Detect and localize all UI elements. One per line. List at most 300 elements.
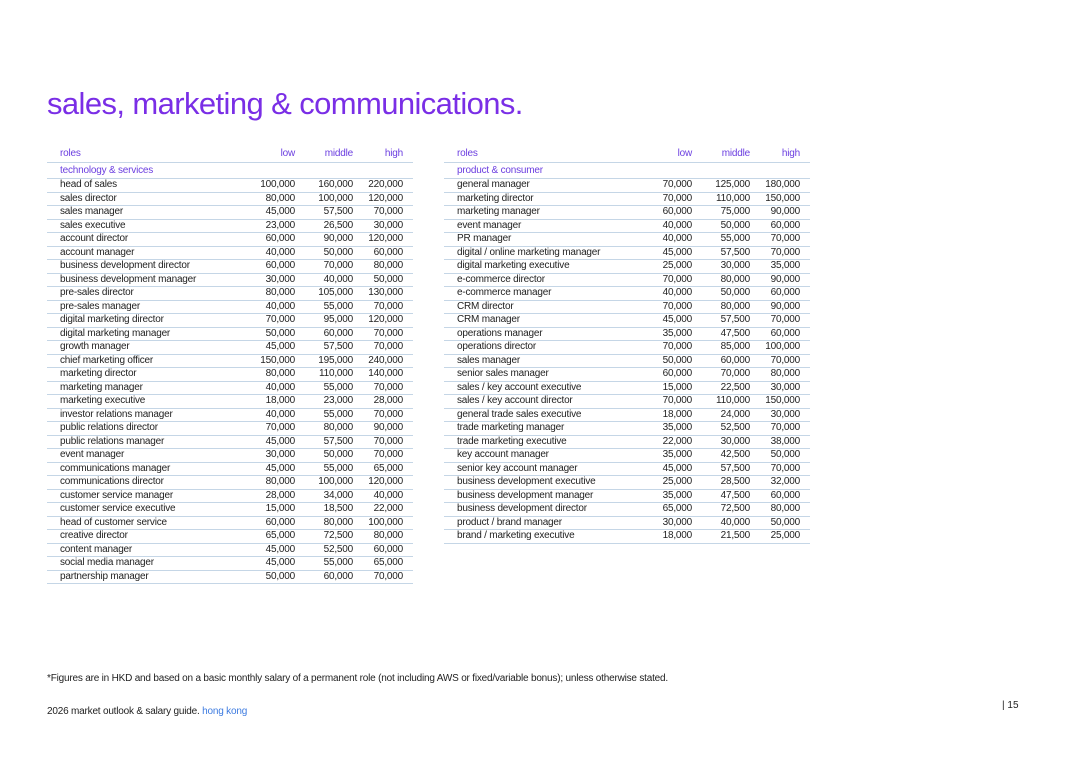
footnote: *Figures are in HKD and based on a basic monthly salary of a permanent role (not including AWS or fixed/variable bonus); unless otherwise stated. [47, 673, 668, 684]
role-cell: trade marketing executive [444, 435, 634, 449]
high-cell: 70,000 [750, 462, 810, 476]
low-cell: 40,000 [237, 246, 295, 260]
table-row [47, 341, 413, 355]
high-cell: 90,000 [750, 273, 810, 287]
middle-cell: 160,000 [295, 179, 353, 193]
middle-cell: 72,500 [295, 530, 353, 544]
middle-cell: 55,000 [692, 233, 750, 247]
high-cell: 120,000 [353, 233, 413, 247]
role-cell: customer service executive [47, 503, 237, 517]
high-cell: 240,000 [353, 354, 413, 368]
high-cell: 80,000 [750, 503, 810, 517]
low-cell: 65,000 [634, 503, 692, 517]
role-cell: business development manager [47, 273, 237, 287]
table-row [444, 422, 810, 436]
middle-cell: 195,000 [295, 354, 353, 368]
low-cell: 45,000 [237, 462, 295, 476]
low-cell: 80,000 [237, 476, 295, 490]
low-cell: 60,000 [634, 206, 692, 220]
role-cell: operations director [444, 341, 634, 355]
low-cell: 35,000 [634, 327, 692, 341]
table-row [444, 408, 810, 422]
high-cell: 70,000 [353, 570, 413, 584]
table-row [47, 273, 413, 287]
high-cell: 35,000 [750, 260, 810, 274]
table-row [47, 219, 413, 233]
role-cell: chief marketing officer [47, 354, 237, 368]
high-cell: 28,000 [353, 395, 413, 409]
low-cell: 100,000 [237, 179, 295, 193]
high-cell: 60,000 [750, 219, 810, 233]
table-row [47, 435, 413, 449]
middle-cell: 57,500 [692, 462, 750, 476]
low-cell: 25,000 [634, 476, 692, 490]
role-cell: public relations director [47, 422, 237, 436]
table-row [47, 246, 413, 260]
middle-cell: 110,000 [692, 395, 750, 409]
table-row [444, 476, 810, 490]
table-row [47, 395, 413, 409]
middle-cell: 80,000 [295, 422, 353, 436]
middle-cell: 70,000 [692, 368, 750, 382]
header-middle: middle [692, 142, 750, 163]
table-row [47, 462, 413, 476]
role-cell: business development director [47, 260, 237, 274]
middle-cell: 30,000 [692, 260, 750, 274]
low-cell: 30,000 [237, 273, 295, 287]
high-cell: 60,000 [353, 246, 413, 260]
table-row [444, 503, 810, 517]
high-cell: 70,000 [750, 233, 810, 247]
role-cell: communications manager [47, 462, 237, 476]
header-low: low [237, 142, 295, 163]
low-cell: 40,000 [237, 408, 295, 422]
low-cell: 45,000 [237, 435, 295, 449]
low-cell: 45,000 [237, 557, 295, 571]
high-cell: 70,000 [353, 435, 413, 449]
high-cell: 100,000 [750, 341, 810, 355]
middle-cell: 72,500 [692, 503, 750, 517]
middle-cell: 47,500 [692, 327, 750, 341]
table-row [444, 179, 810, 193]
high-cell: 40,000 [353, 489, 413, 503]
low-cell: 80,000 [237, 368, 295, 382]
low-cell: 60,000 [634, 368, 692, 382]
table-row [47, 570, 413, 584]
footer-region: hong kong [202, 706, 248, 717]
role-cell: digital / online marketing manager [444, 246, 634, 260]
category-label: product & consumer [444, 163, 810, 179]
high-cell: 50,000 [750, 449, 810, 463]
high-cell: 70,000 [353, 449, 413, 463]
low-cell: 45,000 [237, 543, 295, 557]
table-row [47, 516, 413, 530]
middle-cell: 57,500 [295, 341, 353, 355]
low-cell: 60,000 [237, 233, 295, 247]
low-cell: 45,000 [237, 206, 295, 220]
low-cell: 15,000 [237, 503, 295, 517]
middle-cell: 40,000 [692, 516, 750, 530]
table-row [47, 530, 413, 544]
high-cell: 130,000 [353, 287, 413, 301]
table-row [47, 422, 413, 436]
high-cell: 38,000 [750, 435, 810, 449]
role-cell: social media manager [47, 557, 237, 571]
high-cell: 120,000 [353, 314, 413, 328]
low-cell: 50,000 [237, 570, 295, 584]
table-row [47, 408, 413, 422]
middle-cell: 100,000 [295, 476, 353, 490]
high-cell: 22,000 [353, 503, 413, 517]
role-cell: general trade sales executive [444, 408, 634, 422]
role-cell: digital marketing director [47, 314, 237, 328]
low-cell: 80,000 [237, 287, 295, 301]
low-cell: 30,000 [237, 449, 295, 463]
high-cell: 100,000 [353, 516, 413, 530]
role-cell: investor relations manager [47, 408, 237, 422]
middle-cell: 21,500 [692, 530, 750, 544]
middle-cell: 60,000 [295, 570, 353, 584]
category-label: technology & services [47, 163, 413, 179]
high-cell: 60,000 [750, 489, 810, 503]
low-cell: 60,000 [237, 260, 295, 274]
middle-cell: 50,000 [692, 287, 750, 301]
low-cell: 40,000 [237, 381, 295, 395]
high-cell: 220,000 [353, 179, 413, 193]
high-cell: 30,000 [750, 408, 810, 422]
middle-cell: 100,000 [295, 192, 353, 206]
footer [47, 706, 247, 717]
table-row [47, 557, 413, 571]
salary-table-product [444, 142, 810, 544]
role-cell: trade marketing manager [444, 422, 634, 436]
table-row [444, 368, 810, 382]
role-cell: partnership manager [47, 570, 237, 584]
table-row [444, 341, 810, 355]
high-cell: 70,000 [353, 341, 413, 355]
table-row [47, 192, 413, 206]
middle-cell: 57,500 [692, 246, 750, 260]
middle-cell: 55,000 [295, 381, 353, 395]
high-cell: 80,000 [353, 260, 413, 274]
table-row [444, 435, 810, 449]
table-row [47, 327, 413, 341]
middle-cell: 80,000 [295, 516, 353, 530]
table-row [444, 246, 810, 260]
high-cell: 90,000 [750, 206, 810, 220]
role-cell: general manager [444, 179, 634, 193]
middle-cell: 50,000 [692, 219, 750, 233]
low-cell: 18,000 [634, 408, 692, 422]
table-row [444, 206, 810, 220]
role-cell: sales executive [47, 219, 237, 233]
role-cell: e-commerce manager [444, 287, 634, 301]
table-row [47, 300, 413, 314]
role-cell: senior key account manager [444, 462, 634, 476]
table-row [47, 503, 413, 517]
low-cell: 45,000 [634, 314, 692, 328]
role-cell: key account manager [444, 449, 634, 463]
middle-cell: 110,000 [692, 192, 750, 206]
middle-cell: 22,500 [692, 381, 750, 395]
high-cell: 120,000 [353, 192, 413, 206]
middle-cell: 57,500 [692, 314, 750, 328]
middle-cell: 23,000 [295, 395, 353, 409]
table-row [47, 489, 413, 503]
low-cell: 150,000 [237, 354, 295, 368]
middle-cell: 85,000 [692, 341, 750, 355]
low-cell: 35,000 [634, 489, 692, 503]
low-cell: 70,000 [634, 192, 692, 206]
role-cell: business development director [444, 503, 634, 517]
low-cell: 40,000 [634, 233, 692, 247]
middle-cell: 52,500 [692, 422, 750, 436]
table-row [444, 233, 810, 247]
table-row [444, 449, 810, 463]
middle-cell: 55,000 [295, 300, 353, 314]
high-cell: 90,000 [353, 422, 413, 436]
role-cell: digital marketing executive [444, 260, 634, 274]
role-cell: head of sales [47, 179, 237, 193]
low-cell: 70,000 [634, 273, 692, 287]
low-cell: 80,000 [237, 192, 295, 206]
low-cell: 70,000 [634, 341, 692, 355]
middle-cell: 105,000 [295, 287, 353, 301]
low-cell: 30,000 [634, 516, 692, 530]
table-row [444, 300, 810, 314]
table-row [47, 368, 413, 382]
high-cell: 65,000 [353, 557, 413, 571]
table-row [47, 381, 413, 395]
role-cell: sales director [47, 192, 237, 206]
high-cell: 180,000 [750, 179, 810, 193]
high-cell: 70,000 [353, 408, 413, 422]
high-cell: 150,000 [750, 192, 810, 206]
high-cell: 120,000 [353, 476, 413, 490]
low-cell: 70,000 [237, 314, 295, 328]
high-cell: 30,000 [750, 381, 810, 395]
table-row [47, 260, 413, 274]
high-cell: 60,000 [750, 327, 810, 341]
role-cell: marketing manager [47, 381, 237, 395]
low-cell: 60,000 [237, 516, 295, 530]
table-row [444, 192, 810, 206]
role-cell: business development manager [444, 489, 634, 503]
high-cell: 32,000 [750, 476, 810, 490]
role-cell: account director [47, 233, 237, 247]
middle-cell: 42,500 [692, 449, 750, 463]
low-cell: 45,000 [237, 341, 295, 355]
role-cell: marketing director [444, 192, 634, 206]
low-cell: 25,000 [634, 260, 692, 274]
table-row [47, 476, 413, 490]
role-cell: pre-sales director [47, 287, 237, 301]
table-row [444, 381, 810, 395]
low-cell: 65,000 [237, 530, 295, 544]
table-row [444, 516, 810, 530]
high-cell: 70,000 [750, 354, 810, 368]
table-row [444, 327, 810, 341]
middle-cell: 60,000 [692, 354, 750, 368]
role-cell: event manager [47, 449, 237, 463]
high-cell: 150,000 [750, 395, 810, 409]
low-cell: 23,000 [237, 219, 295, 233]
header-low: low [634, 142, 692, 163]
high-cell: 60,000 [353, 543, 413, 557]
table-row [47, 543, 413, 557]
role-cell: creative director [47, 530, 237, 544]
low-cell: 28,000 [237, 489, 295, 503]
table-row [444, 530, 810, 544]
middle-cell: 50,000 [295, 246, 353, 260]
table-row [444, 260, 810, 274]
middle-cell: 55,000 [295, 408, 353, 422]
high-cell: 70,000 [353, 381, 413, 395]
high-cell: 50,000 [353, 273, 413, 287]
table-row [444, 395, 810, 409]
middle-cell: 90,000 [295, 233, 353, 247]
high-cell: 60,000 [750, 287, 810, 301]
middle-cell: 55,000 [295, 557, 353, 571]
role-cell: pre-sales manager [47, 300, 237, 314]
page-number: | 15 [1002, 700, 1019, 711]
role-cell: customer service manager [47, 489, 237, 503]
low-cell: 70,000 [237, 422, 295, 436]
middle-cell: 26,500 [295, 219, 353, 233]
header-high: high [353, 142, 413, 163]
middle-cell: 52,500 [295, 543, 353, 557]
role-cell: account manager [47, 246, 237, 260]
middle-cell: 125,000 [692, 179, 750, 193]
role-cell: e-commerce director [444, 273, 634, 287]
role-cell: sales / key account executive [444, 381, 634, 395]
low-cell: 45,000 [634, 246, 692, 260]
role-cell: senior sales manager [444, 368, 634, 382]
table-row [47, 314, 413, 328]
low-cell: 35,000 [634, 422, 692, 436]
high-cell: 80,000 [750, 368, 810, 382]
middle-cell: 75,000 [692, 206, 750, 220]
role-cell: sales manager [444, 354, 634, 368]
low-cell: 18,000 [634, 530, 692, 544]
high-cell: 70,000 [750, 246, 810, 260]
role-cell: public relations manager [47, 435, 237, 449]
table-row [47, 354, 413, 368]
middle-cell: 28,500 [692, 476, 750, 490]
role-cell: product / brand manager [444, 516, 634, 530]
high-cell: 140,000 [353, 368, 413, 382]
middle-cell: 57,500 [295, 435, 353, 449]
table-row [444, 287, 810, 301]
header-roles: roles [47, 142, 237, 163]
role-cell: event manager [444, 219, 634, 233]
table-row [444, 219, 810, 233]
role-cell: growth manager [47, 341, 237, 355]
table-header-row [444, 142, 810, 163]
middle-cell: 80,000 [692, 273, 750, 287]
role-cell: marketing director [47, 368, 237, 382]
middle-cell: 50,000 [295, 449, 353, 463]
table-row [47, 449, 413, 463]
middle-cell: 55,000 [295, 462, 353, 476]
salary-table-technology [47, 142, 413, 584]
header-high: high [750, 142, 810, 163]
category-row [47, 163, 413, 179]
low-cell: 40,000 [634, 287, 692, 301]
role-cell: CRM manager [444, 314, 634, 328]
high-cell: 70,000 [353, 327, 413, 341]
category-row [444, 163, 810, 179]
low-cell: 40,000 [237, 300, 295, 314]
table-row [444, 462, 810, 476]
table-header-row [47, 142, 413, 163]
low-cell: 70,000 [634, 179, 692, 193]
middle-cell: 30,000 [692, 435, 750, 449]
table-row [47, 206, 413, 220]
role-cell: sales / key account director [444, 395, 634, 409]
high-cell: 25,000 [750, 530, 810, 544]
middle-cell: 34,000 [295, 489, 353, 503]
role-cell: sales manager [47, 206, 237, 220]
middle-cell: 40,000 [295, 273, 353, 287]
high-cell: 70,000 [750, 314, 810, 328]
high-cell: 65,000 [353, 462, 413, 476]
role-cell: head of customer service [47, 516, 237, 530]
header-roles: roles [444, 142, 634, 163]
middle-cell: 18,500 [295, 503, 353, 517]
role-cell: PR manager [444, 233, 634, 247]
role-cell: business development executive [444, 476, 634, 490]
low-cell: 50,000 [634, 354, 692, 368]
high-cell: 70,000 [353, 300, 413, 314]
header-middle: middle [295, 142, 353, 163]
table-row [47, 287, 413, 301]
high-cell: 70,000 [750, 422, 810, 436]
table-row [444, 354, 810, 368]
low-cell: 45,000 [634, 462, 692, 476]
low-cell: 22,000 [634, 435, 692, 449]
middle-cell: 24,000 [692, 408, 750, 422]
role-cell: marketing manager [444, 206, 634, 220]
high-cell: 30,000 [353, 219, 413, 233]
table-row [47, 179, 413, 193]
role-cell: brand / marketing executive [444, 530, 634, 544]
low-cell: 70,000 [634, 300, 692, 314]
role-cell: CRM director [444, 300, 634, 314]
middle-cell: 57,500 [295, 206, 353, 220]
low-cell: 15,000 [634, 381, 692, 395]
high-cell: 80,000 [353, 530, 413, 544]
low-cell: 18,000 [237, 395, 295, 409]
middle-cell: 80,000 [692, 300, 750, 314]
middle-cell: 70,000 [295, 260, 353, 274]
table-row [444, 314, 810, 328]
low-cell: 50,000 [237, 327, 295, 341]
role-cell: operations manager [444, 327, 634, 341]
low-cell: 40,000 [634, 219, 692, 233]
middle-cell: 60,000 [295, 327, 353, 341]
table-row [444, 273, 810, 287]
page-title: sales, marketing & communications. [47, 86, 523, 121]
role-cell: marketing executive [47, 395, 237, 409]
high-cell: 50,000 [750, 516, 810, 530]
footer-guide-title: 2026 market outlook & salary guide. [47, 706, 200, 717]
middle-cell: 95,000 [295, 314, 353, 328]
role-cell: content manager [47, 543, 237, 557]
low-cell: 35,000 [634, 449, 692, 463]
high-cell: 90,000 [750, 300, 810, 314]
role-cell: communications director [47, 476, 237, 490]
